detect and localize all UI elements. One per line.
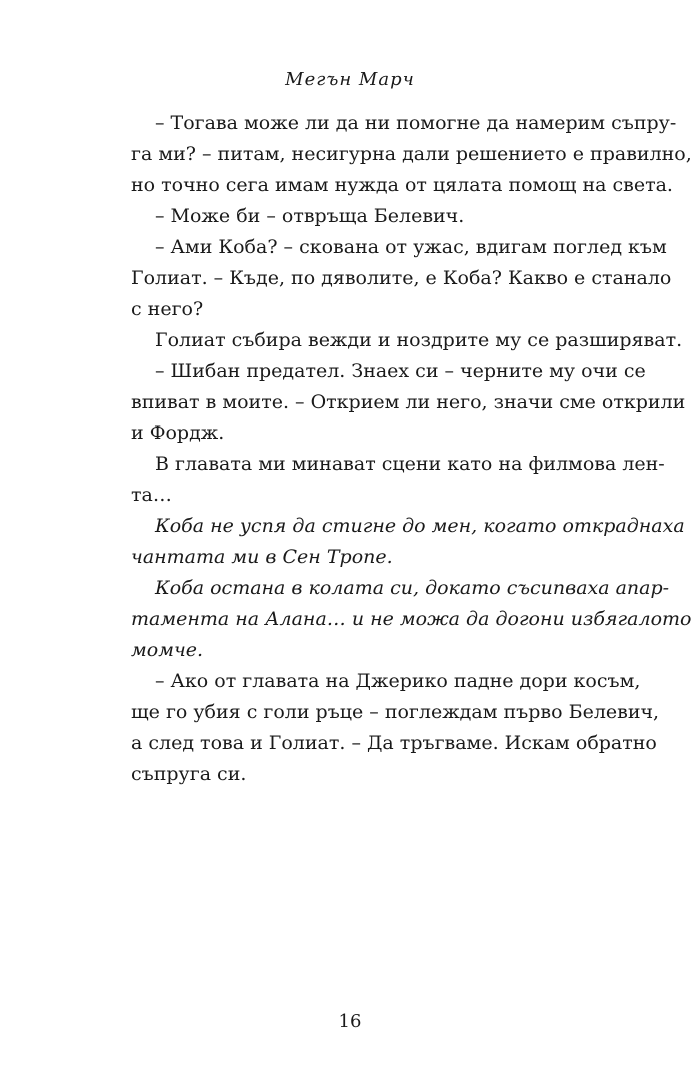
paragraph xyxy=(131,449,665,511)
text-line: Голиат. – Къде, по дяволите, е Коба? Какво е станало xyxy=(131,267,672,289)
text-line: Коба остана в колата си, докато съсипваха апар- xyxy=(155,577,670,599)
paragraph xyxy=(131,356,686,449)
text-line: – Шибан предател. Знаех си – черните му очи се xyxy=(155,360,646,382)
page-number: 16 xyxy=(338,1011,362,1032)
text-line: та… xyxy=(131,484,172,506)
text-line: но точно сега имам нужда от цялата помощ на света. xyxy=(131,174,673,196)
text-line: – Ако от главата на Джерико падне дори косъм, xyxy=(155,670,641,692)
body-text xyxy=(131,108,692,790)
text-line: впиват в моите. – Открием ли него, значи сме открили xyxy=(131,391,686,413)
text-line: и Фордж. xyxy=(131,422,225,444)
paragraph xyxy=(131,108,692,201)
text-line: чантата ми в Сен Тропе. xyxy=(131,546,393,568)
text-line: тамента на Алана… и не можа да догони избягалото xyxy=(131,608,692,630)
text-line: Коба не успя да стигне до мен, когато откраднаха xyxy=(155,515,685,537)
paragraph xyxy=(131,325,683,356)
paragraph xyxy=(131,232,672,325)
text-line: момче. xyxy=(131,639,204,661)
text-line: Голиат събира вежди и ноздрите му се разширяват. xyxy=(155,329,683,351)
paragraph xyxy=(131,201,579,232)
text-line: – Тогава може ли да ни помогне да намерим съпру- xyxy=(155,112,677,134)
paragraph xyxy=(131,666,660,790)
text-line: с него? xyxy=(131,298,204,320)
italic-paragraph xyxy=(131,511,685,573)
text-line: а след това и Голиат. – Да тръгваме. Искам обратно xyxy=(131,732,657,754)
text-line: га ми? – питам, несигурна дали решението е правилно, xyxy=(131,143,692,165)
text-line: ще го убия с голи ръце – поглеждам първо Белевич, xyxy=(131,701,660,723)
text-line: съпруга си. xyxy=(131,763,247,785)
running-head-author: Мегън Марч xyxy=(285,69,415,90)
text-line: – Може би – отвръща Белевич. xyxy=(155,205,465,227)
text-line: – Ами Коба? – скована от ужас, вдигам поглед към xyxy=(155,236,667,258)
italic-paragraph xyxy=(131,573,692,666)
text-line: В главата ми минават сцени като на филмова лен- xyxy=(155,453,665,475)
